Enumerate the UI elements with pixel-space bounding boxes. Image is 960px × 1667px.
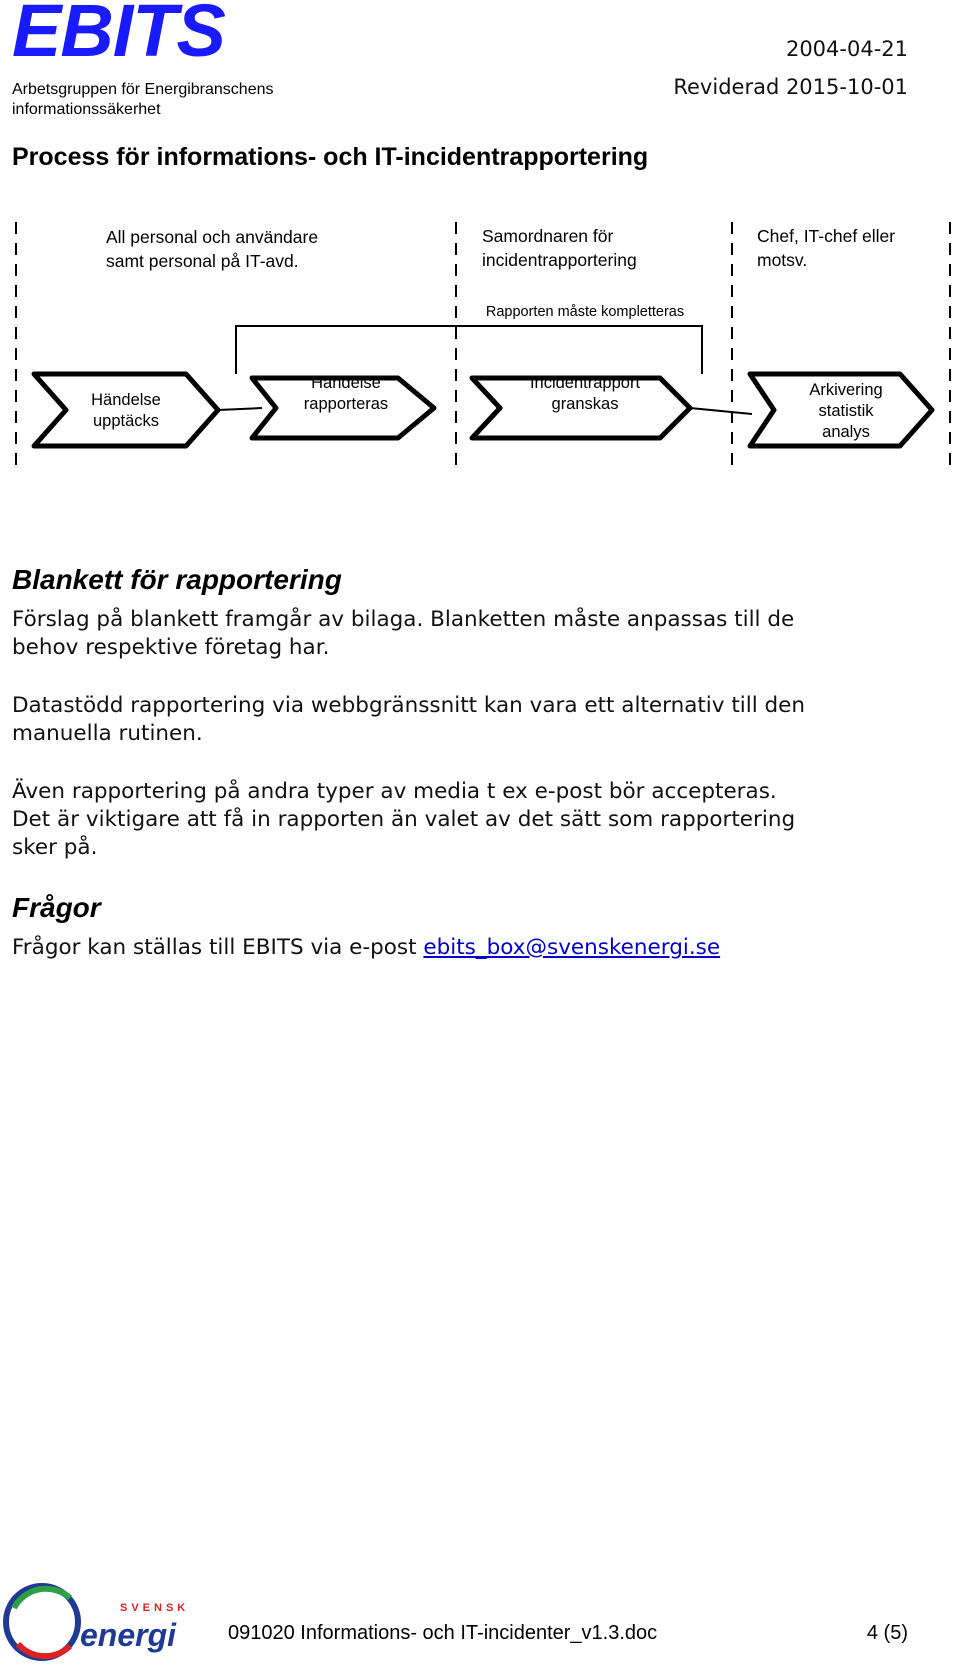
footer-filename: 091020 Informations- och IT-incidenter_v1.3.doc <box>228 1622 658 1644</box>
step-4-label-line3: analys <box>822 423 870 441</box>
lane-2-label-line1: Samordnaren för <box>482 226 614 246</box>
step-1-label-line2: upptäcks <box>92 412 160 430</box>
process-diagram <box>0 210 960 480</box>
footer-page-number: 4 (5) <box>866 1622 908 1644</box>
logo-text-energi: energi <box>80 1617 177 1653</box>
lane-1-label-line2: samt personal på IT-avd. <box>106 251 299 271</box>
paragraph-line: sker på. <box>12 835 98 860</box>
paragraph-line: manuella rutinen. <box>12 721 203 746</box>
organization-name <box>12 80 312 120</box>
step-2-label-line2: rapporteras <box>303 395 389 413</box>
step-3-label-line2: granskas <box>551 395 619 413</box>
paragraph-line: behov respektive företag har. <box>12 635 330 660</box>
paragraph <box>12 778 912 862</box>
step-2-label-line1: Händelse <box>311 374 381 392</box>
lane-1-label-line1: All personal och användare <box>106 227 319 247</box>
page-title: Process för informations- och IT-incidentrapportering <box>12 143 649 171</box>
org-line-1: Arbetsgruppen för Energibranschens <box>12 81 274 98</box>
ebits-logo: EBITS <box>12 0 225 72</box>
step-4-label-line1: Arkivering <box>809 381 883 399</box>
step-1-chevron <box>34 374 218 446</box>
svensk-energi-logo <box>0 1578 200 1667</box>
questions-paragraph <box>12 934 912 962</box>
document-date: 2004-04-21 <box>785 37 908 61</box>
paragraph-line: Även rapportering på andra typer av media t ex e-post bör accepteras. <box>12 779 777 804</box>
connector-line <box>218 408 262 410</box>
paragraph <box>12 692 912 748</box>
step-1-label-line1: Händelse <box>91 391 161 409</box>
step-3-label-line1: Incidentrapport <box>529 374 641 392</box>
feedback-loop-line <box>236 326 702 374</box>
connector-line <box>690 408 752 414</box>
paragraph-line: Datastödd rapportering via webbgränssnitt kan vara ett alternativ till den <box>12 693 806 718</box>
section-heading-questions: Frågor <box>12 892 101 923</box>
lane-2-label-line2: incidentrapportering <box>482 250 637 270</box>
revision-date: Reviderad 2015-10-01 <box>673 75 908 99</box>
feedback-label: Rapporten måste kompletteras <box>485 304 685 320</box>
lane-3-label-line2: motsv. <box>757 250 808 270</box>
paragraph-line: Förslag på blankett framgår av bilaga. Blanketten måste anpassas till de <box>12 607 795 632</box>
paragraph-line: Det är viktigare att få in rapporten än valet av det sätt som rapportering <box>12 807 796 832</box>
questions-text: Frågor kan ställas till EBITS via e-post <box>12 935 424 960</box>
section-heading-form: Blankett för rapportering <box>12 564 342 595</box>
step-4-label-line2: statistik <box>818 402 874 420</box>
paragraph <box>12 606 912 662</box>
org-line-2: informationssäkerhet <box>12 101 161 118</box>
lane-3-label-line1: Chef, IT-chef eller <box>757 226 896 246</box>
logo-text-svensk: SVENSK <box>120 1602 190 1614</box>
email-link[interactable]: ebits_box@svenskenergi.se <box>423 935 721 960</box>
